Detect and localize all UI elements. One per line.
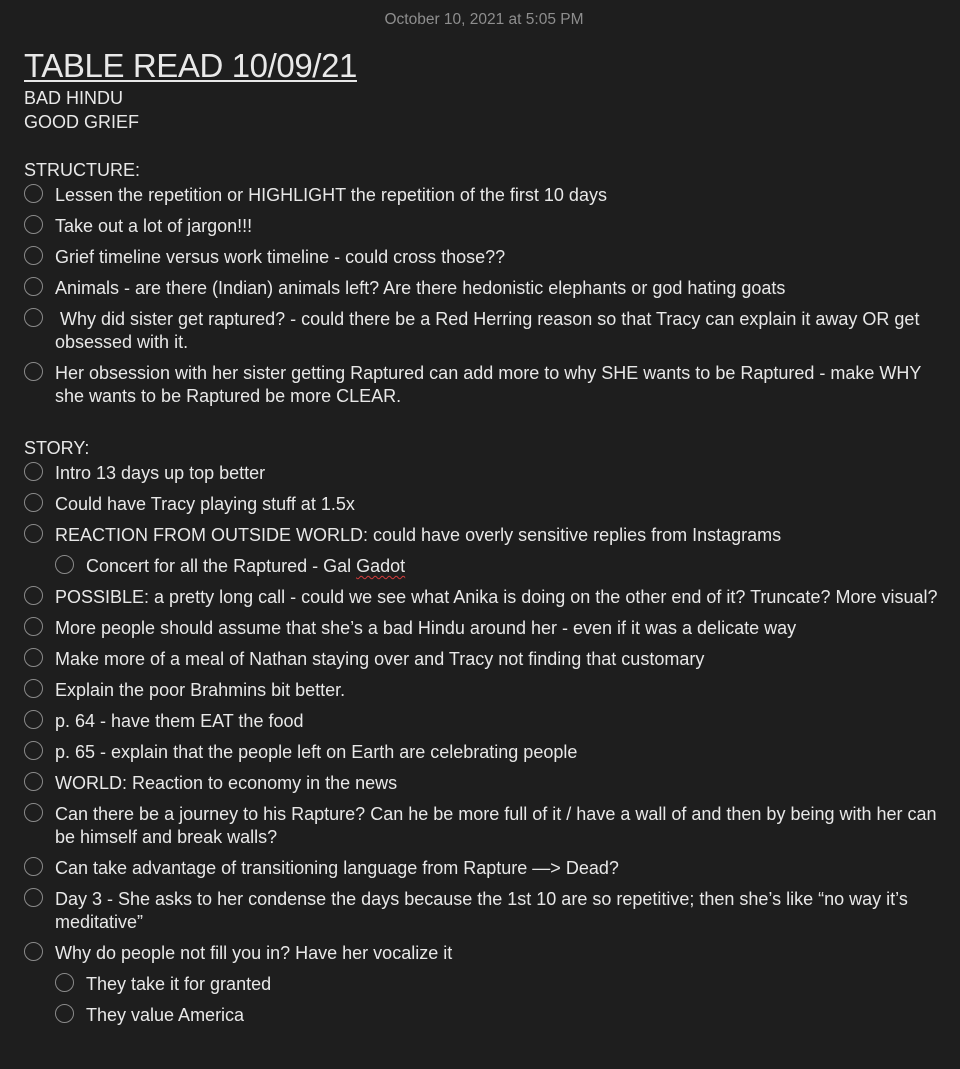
checkbox-circle[interactable]	[24, 710, 43, 729]
checklist-item-text: Grief timeline versus work timeline - could cross those??	[55, 247, 506, 267]
checklist-item-text: Animals - are there (Indian) animals left? Are there hedonistic elephants or god hating goats	[55, 278, 786, 298]
checklist-item	[24, 462, 954, 485]
checklist-item	[24, 524, 954, 547]
checklist-subitem	[55, 973, 954, 996]
checkbox-circle[interactable]	[24, 772, 43, 791]
checklist-item-text: Lessen the repetition or HIGHLIGHT the repetition of the first 10 days	[55, 185, 607, 205]
checklist-item-text: p. 64 - have them EAT the food	[55, 711, 304, 731]
checklist-item-text: p. 65 - explain that the people left on Earth are celebrating people	[55, 742, 578, 762]
checklist-item	[24, 857, 954, 880]
checklist-subitem	[55, 1004, 954, 1027]
checkbox-circle[interactable]	[24, 362, 43, 381]
checklist-item	[24, 215, 954, 238]
note-title: TABLE READ 10/09/21	[24, 47, 357, 84]
checklist-item	[24, 710, 954, 733]
checklist-story	[24, 462, 954, 1027]
checklist-item-text: Why did sister get raptured? - could there be a Red Herring reason so that Tracy can explain it away OR get obsessed with it.	[55, 309, 925, 352]
checklist-item	[24, 308, 954, 354]
checklist-item-text: Could have Tracy playing stuff at 1.5x	[55, 494, 355, 514]
checklist-item-text: Intro 13 days up top better	[55, 463, 266, 483]
checklist-item-text: Can there be a journey to his Rapture? Can he be more full of it / have a wall of and then by being with her can be himself and break walls?	[55, 804, 937, 847]
checklist-item	[24, 772, 954, 795]
checklist-item	[24, 741, 954, 764]
subtitle-line: BAD HINDU	[24, 88, 124, 108]
checklist-item-text: Why do people not fill you in? Have her vocalize it	[55, 943, 453, 963]
spellcheck-flagged-word[interactable]: Gadot	[356, 556, 406, 576]
checkbox-circle[interactable]	[24, 888, 43, 907]
checklist-item	[24, 888, 954, 934]
checklist-item-text: Take out a lot of jargon!!!	[55, 216, 253, 236]
checklist-item-text: WORLD: Reaction to economy in the news	[55, 773, 398, 793]
checkbox-circle[interactable]	[24, 586, 43, 605]
checkbox-circle[interactable]	[24, 524, 43, 543]
checklist-item-text: Can take advantage of transitioning language from Rapture —> Dead?	[55, 858, 619, 878]
checkbox-circle[interactable]	[24, 215, 43, 234]
checklist-item-text: Make more of a meal of Nathan staying over and Tracy not finding that customary	[55, 649, 705, 669]
checkbox-circle[interactable]	[55, 1004, 74, 1023]
checkbox-circle[interactable]	[24, 617, 43, 636]
checklist-item	[24, 648, 954, 671]
subtitle-line: GOOD GRIEF	[24, 112, 140, 132]
checklist-item-text: Her obsession with her sister getting Raptured can add more to why SHE wants to be Raptured - make WHY she wants to be Raptured be more CLEAR.	[55, 363, 922, 406]
checkbox-circle[interactable]	[24, 803, 43, 822]
checkbox-circle[interactable]	[24, 493, 43, 512]
checklist-item	[24, 493, 954, 516]
checkbox-circle[interactable]	[24, 277, 43, 296]
section-heading-structure: STRUCTURE:	[24, 160, 140, 180]
checklist-item-text: REACTION FROM OUTSIDE WORLD: could have overly sensitive replies from Instagrams	[55, 525, 782, 545]
checklist-item	[24, 679, 954, 702]
checklist-item	[24, 586, 954, 609]
checkbox-circle[interactable]	[24, 942, 43, 961]
checklist-item	[24, 362, 954, 408]
checkbox-circle[interactable]	[24, 462, 43, 481]
checklist-item-text: They take it for granted	[86, 974, 272, 994]
checklist-structure	[24, 184, 954, 408]
checklist-item	[24, 277, 954, 300]
checkbox-circle[interactable]	[24, 648, 43, 667]
section-heading-story: STORY:	[24, 438, 90, 458]
checklist-item	[24, 942, 954, 965]
checkbox-circle[interactable]	[24, 184, 43, 203]
note-timestamp: October 10, 2021 at 5:05 PM	[384, 11, 584, 28]
checkbox-circle[interactable]	[55, 973, 74, 992]
checklist-item-text: Explain the poor Brahmins bit better.	[55, 680, 346, 700]
checkbox-circle[interactable]	[24, 246, 43, 265]
checklist-item	[24, 803, 954, 849]
checkbox-circle[interactable]	[24, 679, 43, 698]
checklist-item-text: They value America	[86, 1005, 245, 1025]
checklist-item-text: Concert for all the Raptured - Gal Gadot	[86, 556, 406, 576]
checkbox-circle[interactable]	[24, 308, 43, 327]
checklist-subitem	[55, 555, 954, 578]
checkbox-circle[interactable]	[55, 555, 74, 574]
checklist-item	[24, 617, 954, 640]
checkbox-circle[interactable]	[24, 857, 43, 876]
checklist-item-text: POSSIBLE: a pretty long call - could we see what Anika is doing on the other end of it? Truncate? More visual?	[55, 587, 938, 607]
checklist-item-text: Day 3 - She asks to her condense the days because the 1st 10 are so repetitive; then she’s like “no way it’s meditative”	[55, 889, 908, 932]
checklist-item	[24, 184, 954, 207]
checklist-item	[24, 246, 954, 269]
checkbox-circle[interactable]	[24, 741, 43, 760]
checklist-item-text: More people should assume that she’s a bad Hindu around her - even if it was a delicate way	[55, 618, 797, 638]
note-body[interactable]	[24, 46, 954, 1027]
